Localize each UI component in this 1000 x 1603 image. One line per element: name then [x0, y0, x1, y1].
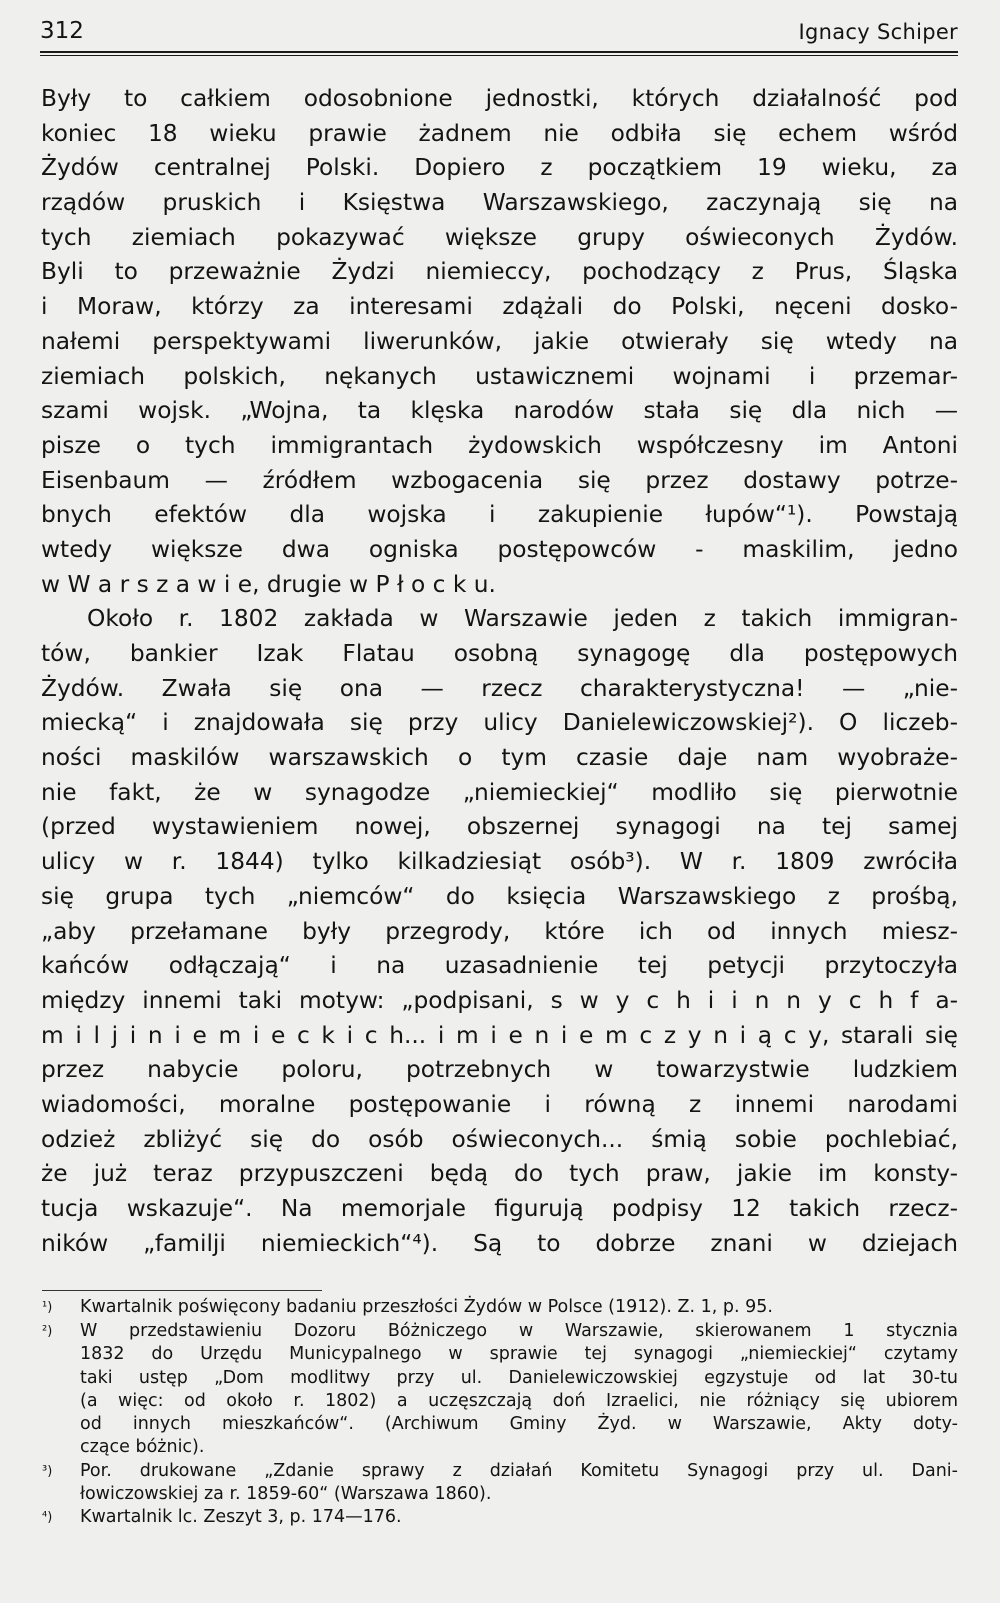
footnote-mark: ³)	[42, 1463, 53, 1479]
footnote-line: Kwartalnik lc. Zeszyt 3, p. 174—176.	[80, 1507, 402, 1528]
footnote-mark: ²)	[42, 1324, 53, 1339]
text-line: kańców odłączają“ i na uzasadnienie tej petycji przytoczyła	[41, 952, 958, 980]
text-line: ności maskilów warszawskich o tym czasie daje nam wyobraże-	[41, 744, 958, 772]
footnote-2	[42, 1320, 958, 1460]
page-number: 312	[40, 18, 84, 44]
text-line: pisze o tych immigrantach żydowskich współczesny im Antoni	[41, 431, 958, 459]
text-line: że już teraz przypuszczeni będą do tych praw, jakie im konsty-	[41, 1160, 958, 1188]
header-rule	[40, 51, 958, 56]
text-line: wtedy większe dwa ogniska postępowców - maskilim, jedno	[41, 535, 958, 563]
footnotes	[42, 1296, 958, 1530]
text-line: (przed wystawieniem nowej, obszernej synagogi na tej samej	[41, 813, 958, 841]
main-text	[41, 82, 958, 1261]
footnote-line: od innych mieszkańców“. (Archiwum Gminy Żyd. w Warszawie, Akty doty-	[80, 1414, 958, 1435]
text-line: tucja wskazuje“. Na memorjale figurują podpisy 12 takich rzecz-	[41, 1195, 958, 1222]
text-line: rządów pruskich i Księstwa Warszawskiego, zaczynają się na	[41, 189, 958, 217]
footnote-line: Por. drukowane „Zdanie sprawy z działań Komitetu Synagogi przy ul. Dani-	[80, 1460, 958, 1481]
footnote-line: czące bóżnic).	[80, 1437, 205, 1458]
text-line: odzież zbliżyć się do osób oświeconych... śmią sobie pochlebiać,	[41, 1125, 958, 1153]
text-line: ulicy w r. 1844) tylko kilkadziesiąt osób³). W r. 1809 zwróciła	[41, 848, 958, 876]
text-line: Byli to przeważnie Żydzi niemieccy, pochodzący z Prus, Śląska	[41, 258, 958, 286]
text-line: Żydów centralnej Polski. Dopiero z początkiem 19 wieku, za	[41, 154, 958, 182]
text-line: tów, bankier Izak Flatau osobną synagogę dla postępowych	[41, 640, 958, 667]
page-header	[40, 18, 958, 48]
text-line: ników „familji niemieckich“⁴). Są to dobrze znani w dziejach	[41, 1229, 958, 1257]
text-line: Około r. 1802 zakłada w Warszawie jeden z takich immigran-	[87, 605, 958, 633]
text-line: nie fakt, że w synagodze „niemieckiej“ modliło się pierwotnie	[41, 778, 958, 806]
text-line: „aby przełamane były przegrody, które ich od innych miesz-	[41, 917, 958, 945]
text-line: przez nabycie poloru, potrzebnych w towarzystwie ludzkiem	[41, 1056, 958, 1084]
footnote-separator	[42, 1290, 322, 1291]
text-line: między innemi taki motyw: „podpisani, s w y c h i i n n y c h f a-	[41, 986, 958, 1014]
footnote-line: W przedstawieniu Dozoru Bóżniczego w Warszawie, skierowanem 1 stycznia	[80, 1321, 958, 1341]
text-line: Były to całkiem odosobnione jednostki, których działalność pod	[41, 85, 958, 112]
footnote-4	[42, 1506, 958, 1530]
text-line: nałemi perspektywami liwerunków, jakie otwierały się wtedy na	[41, 327, 958, 355]
text-line: szami wojsk. „Wojna, ta klęska narodów stała się dla nich —	[41, 397, 958, 425]
text-line: ziemiach polskich, nękanych ustawicznemi wojnami i przemar-	[41, 362, 958, 390]
footnote-1	[42, 1296, 958, 1320]
footnote-line: taki ustęp „Dom modlitwy przy ul. Danielewiczowskiej egzystuje od lat 30-tu	[80, 1367, 958, 1388]
text-line: miecką“ i znajdowała się przy ulicy Danielewiczowskiej²). O liczeb-	[41, 709, 958, 737]
text-line: w W a r s z a w i e, drugie w P ł o c k u.	[41, 570, 496, 598]
footnote-line: (a więc: od około r. 1802) a uczęszczają doń Izraelici, nie różniący się ubiorem	[80, 1390, 958, 1411]
text-line: Eisenbaum — źródłem wzbogacenia się przez dostawy potrze-	[41, 466, 958, 494]
footnote-line: Kwartalnik poświęcony badaniu przeszłości Żydów w Polsce (1912). Z. 1, p. 95.	[80, 1297, 773, 1317]
text-line: Żydów. Zwała się ona — rzecz charakterystyczna! — „nie-	[41, 674, 958, 702]
footnote-line: łowiczowskiej za r. 1859-60“ (Warszawa 1860).	[80, 1484, 492, 1505]
text-line: się grupa tych „niemców“ do księcia Warszawskiego z prośbą,	[41, 882, 958, 910]
text-line: i Moraw, którzy za interesami zdążali do Polski, nęceni dosko-	[41, 293, 958, 321]
text-line: m i l j i n i e m i e c k i c h... i m i e n i e m c z y n i ą c y, starali się	[41, 1021, 958, 1049]
footnote-3	[42, 1460, 958, 1507]
text-line: tych ziemiach pokazywać większe grupy oświeconych Żydów.	[41, 223, 958, 251]
running-head: Ignacy Schiper	[798, 20, 958, 44]
footnote-mark: ⁴)	[42, 1510, 53, 1526]
text-line: bnych efektów dla wojska i zakupienie łupów“¹). Powstają	[41, 501, 958, 529]
footnote-mark: ¹)	[42, 1300, 53, 1315]
text-line: koniec 18 wieku prawie żadnem nie odbiła się echem wśród	[41, 119, 958, 147]
text-line: wiadomości, moralne postępowanie i równą z innemi narodami	[41, 1090, 958, 1118]
footnote-line: 1832 do Urzędu Municypalnego w sprawie tej synagogi „niemieckiej“ czytamy	[80, 1344, 958, 1365]
